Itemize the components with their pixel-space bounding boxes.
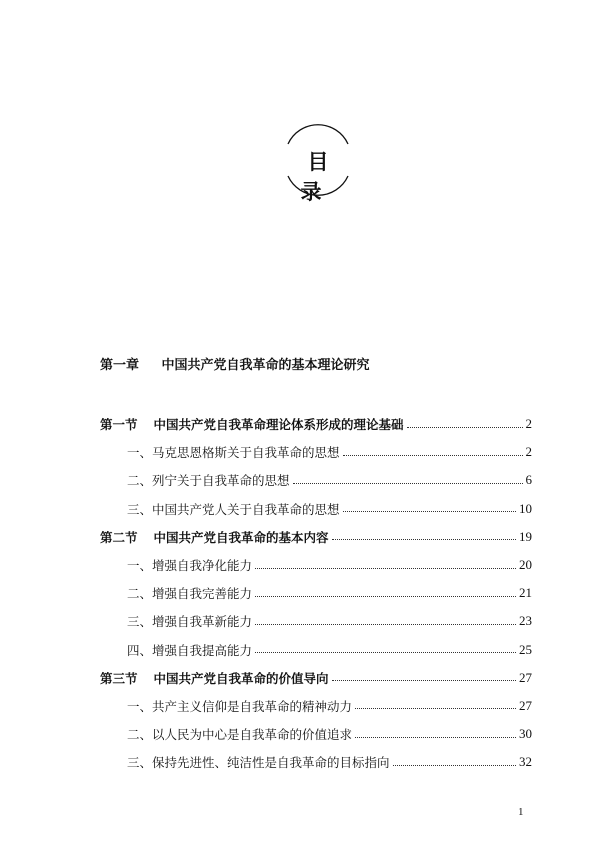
toc-section-number: 第二节 (100, 529, 138, 545)
toc-entry-title: 二、以人民为中心是自我革命的价值追求 (127, 727, 353, 743)
toc-page-number: 10 (519, 500, 532, 516)
toc-entry-title: 中国共产党自我革命理论体系形成的理论基础 (153, 417, 404, 433)
toc-page-number: 32 (519, 754, 532, 770)
toc-page-number: 27 (519, 697, 532, 713)
toc-entry-title: 二、增强自我完善能力 (127, 586, 253, 602)
toc-entry-title: 中国共产党自我革命的价值导向 (153, 670, 329, 686)
toc-item-entry[interactable] (100, 466, 532, 494)
toc-section-entry[interactable] (100, 523, 532, 551)
toc-item-entry[interactable] (100, 720, 532, 748)
dot-leader (407, 427, 523, 428)
toc-entry-title: 一、马克思恩格斯关于自我革命的思想 (127, 445, 340, 461)
toc-entry-title: 一、增强自我净化能力 (127, 558, 253, 574)
toc-page-number: 23 (519, 613, 532, 629)
dot-leader (343, 455, 523, 456)
toc-page-number: 19 (519, 528, 532, 544)
toc-entry-title: 一、共产主义信仰是自我革命的精神动力 (127, 698, 353, 714)
dot-leader (255, 596, 516, 597)
toc-entry-title: 三、保持先进性、纯洁性是自我革命的目标指向 (127, 755, 390, 771)
toc-entry-title: 中国共产党自我革命的基本内容 (153, 529, 329, 545)
toc-entry-title: 四、增强自我提高能力 (127, 642, 253, 658)
page-title: 目 录 (300, 150, 343, 204)
toc-page-number: 21 (519, 585, 532, 601)
toc-item-entry[interactable] (100, 636, 532, 664)
dot-leader (355, 708, 516, 709)
toc-page-number: 25 (519, 641, 532, 657)
toc-page-number: 6 (525, 472, 532, 488)
dot-leader (393, 765, 516, 766)
chapter-title: 中国共产党自我革命的基本理论研究 (161, 358, 370, 373)
toc-entry-title: 三、中国共产党人关于自我革命的思想 (127, 501, 340, 517)
dot-leader (332, 539, 516, 540)
toc-item-entry[interactable] (100, 495, 532, 523)
toc-page-number: 2 (525, 416, 532, 432)
dot-leader (255, 652, 516, 653)
table-of-contents (100, 410, 532, 776)
toc-section-entry[interactable] (100, 664, 532, 692)
dot-leader (255, 624, 516, 625)
toc-page-number: 30 (519, 726, 532, 742)
toc-entry-title: 二、列宁关于自我革命的思想 (127, 473, 290, 489)
toc-item-entry[interactable] (100, 748, 532, 776)
dot-leader (343, 511, 516, 512)
toc-page-number: 2 (525, 444, 532, 460)
toc-page-number: 27 (519, 669, 532, 685)
page-number: 1 (518, 806, 524, 818)
toc-item-entry[interactable] (100, 692, 532, 720)
toc-page-number: 20 (519, 557, 532, 573)
toc-section-number: 第一节 (100, 417, 138, 433)
toc-entry-title: 三、增强自我革新能力 (127, 614, 253, 630)
toc-title-block (268, 120, 368, 204)
dot-leader (332, 680, 516, 681)
toc-item-entry[interactable] (100, 607, 532, 635)
chapter-number: 第一章 (100, 358, 140, 373)
dot-leader (355, 737, 516, 738)
dot-leader (255, 568, 516, 569)
dot-leader (293, 483, 523, 484)
toc-section-entry[interactable] (100, 410, 532, 438)
toc-item-entry[interactable] (100, 438, 532, 466)
toc-item-entry[interactable] (100, 551, 532, 579)
toc-section-number: 第三节 (100, 670, 138, 686)
chapter-heading[interactable] (100, 354, 370, 373)
toc-item-entry[interactable] (100, 579, 532, 607)
